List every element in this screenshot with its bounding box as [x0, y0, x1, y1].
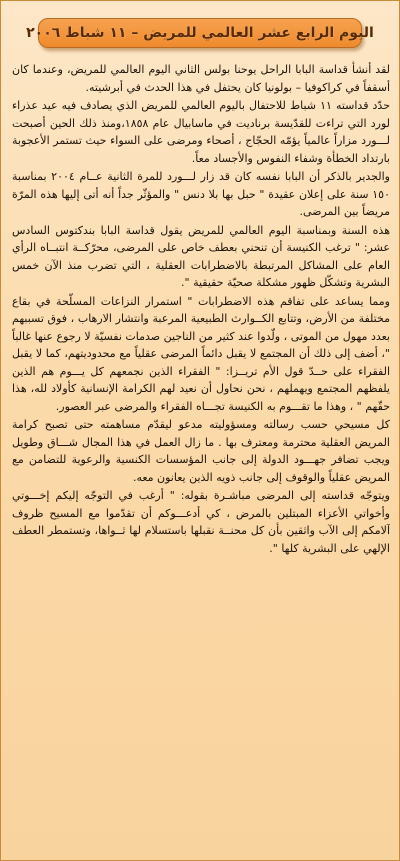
- paragraph-3: والجدير بالذكر أن البابا نفسه كان قد زار لـــورد للمرة الثانية عــام ٢٠٠٤ بمناسبة ١٥٠ سنة على إعلان عقيدة " حبل بها بلا دنس " والمؤثّر جداً أنه أتى إليها هذه المرّة مريضاً بين المرضى.: [12, 170, 390, 218]
- paragraph-7: ويتوجّه قداسته إلى المرضى مباشـرة بقوله: " أرغب في التوجّه إليكم إخـــوتي وأخواتي الأعزاء المبتلين بالمرض ، كي أدعـــوكم أن تقدّموا مع المسيح ظروف آلامكم إلى الآب واثقين بأن كل محنــة نقبلها باستسلام لها ثــواها، وتستمطر العطف الإلهي على البشرية كلها ".: [12, 489, 390, 555]
- paragraph-4: هذه السنة وبمناسبة اليوم العالمي للمريض يقول قداسة البابا بندكتوس السادس عشر: " ترغب الكنيسة أن تنحني بعطف خاص على المرضى، محرّكــة انتبــاه الرأي العام على المشاكل المرتبطة بالاضطرابات العقلية ، التي تضرب منذ الآن خمس البشرية وتشكّل ظهور مشكلة صحيّة حقيقية ".: [12, 223, 390, 289]
- article-body: [12, 61, 390, 851]
- paragraph-5: ومما يساعد على تفاقم هذه الاضطرابات " استمرار النزاعات المسلّحة في بقاع مختلفة من الأرض، وتتابع الكــوارث الطبيعية المرعبة وانتشار الارهاب ، فوق تسببهم بعدد مهول من الموتى ، ولّدوا عند كثير من الناجين صدمات نفسيّة لا رجوع عنها غالباً "، أضف إلى ذلك أن المجتمع لا يقبل دائماً المرضى عقلياً مع محدوديتهم، كما لا يقبل الفقراء على حــدّ قول الأم تريــزا: " الفقراء الذين نجمعهم كل يـــوم هم الذين يلفظهم المجتمع ويهملهم ، نحن نحاول أن نعيد لهم الكرامة الإنسانية كأولاد لله، هذا حقّهم " ، وهذا ما تقـــوم به الكنيسة تجـــاه الفقراء والمرضى عبر العصور.: [12, 294, 390, 413]
- paragraph-6: كل مسيحي حسب رسالته ومسؤوليته مدعو ليقدّم مساهمته حتى تصبح كرامة المريض العقلية محترمة ومعترف بها . ما زال العمل في هذا المجال شـــاق وطويل ويجب تضافر جهـــود الدولة إلى جانب المؤسسات الكنسية والرعوية للتضامن مع المريض عقلياً والوقوف إلى جانب ذويه الذين يعانون معه.: [12, 418, 390, 484]
- title-banner: [26, 18, 374, 48]
- paragraph-2: حدّد قداسته ١١ شباط للاحتفال باليوم العالمي للمريض الذي يصادف فيه عيد عذراء لورد التي تراءت للقدّيسة برناديت في ماسابيال عام ١٨٥٨،ومنذ ذلك الحين أصبحت لـــورد مزاراً عالمياً يؤمّه الحجّاج ، أصحاء ومرضى على السواء حيث تستمر الأعجوبة بارتداد الخطأة وشفاء النفوس والأجساد معاً.: [12, 99, 390, 165]
- paragraph-1: لقد أنشأ قداسة البابا الراحل يوحنا بولس الثاني اليوم العالمي للمريض، وعندما كان أسقفاً في كراكوفيا – بولونيا كان يحتفل في هذا الحدث في أبرشيته.: [12, 63, 390, 94]
- page-title: اليوم الرابع عشر العالمي للمريض – ١١ شباط ٢٠٠٦: [26, 25, 374, 41]
